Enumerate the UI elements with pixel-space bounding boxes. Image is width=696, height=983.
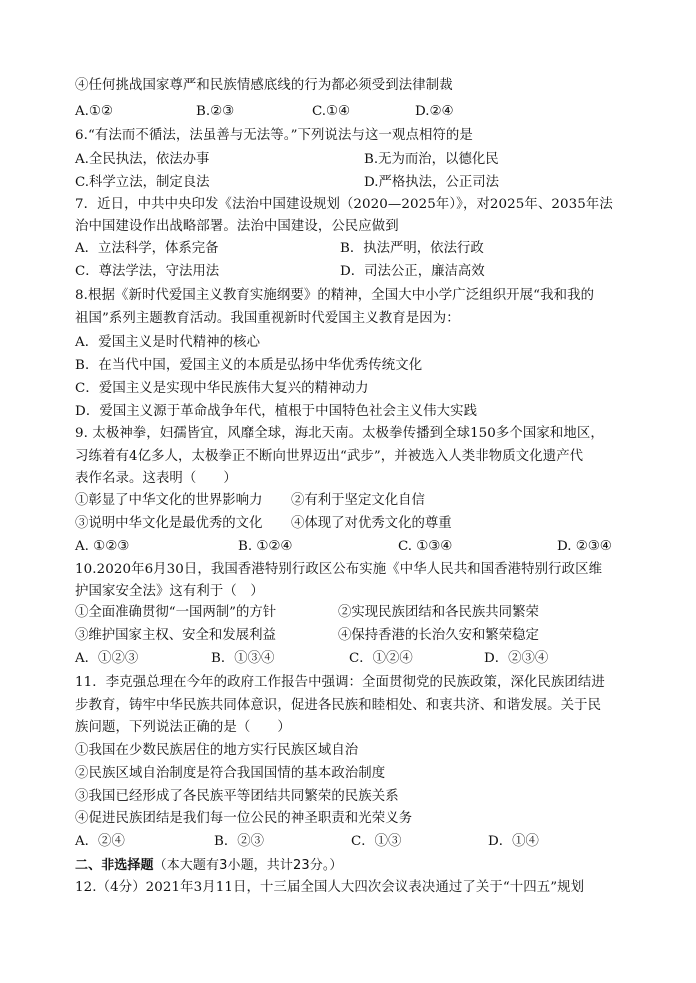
section-2-heading	[75, 857, 343, 875]
q6-option-d: D.严格执法，公正司法	[364, 175, 500, 190]
q7-option-b: B．执法严明，依法行政	[340, 241, 484, 256]
q11-option-b: B．②③	[214, 834, 265, 849]
q5-option-b: B.②③	[196, 104, 235, 119]
q9-item-2: ②有利于坚定文化自信	[291, 493, 425, 508]
q5-option-a: A.①②	[75, 104, 113, 119]
q6-option-c: C.科学立法，制定良法	[75, 175, 210, 190]
q10-option-a: A．①②③	[75, 651, 139, 666]
section-2-note: （本大题有3小题，共计23分。）	[153, 858, 343, 873]
q11-option-c: C．①③	[351, 834, 402, 849]
q7-option-c: C．尊法学法，守法用法	[75, 264, 220, 279]
q6-stem: 6.“有法而不循法，法虽善与无法等。”下列说法与这一观点相符的是	[75, 128, 473, 143]
q8-stem-line2: 祖国”系列主题教育活动。我国重视新时代爱国主义教育是因为：	[75, 311, 460, 326]
q6-option-a: A.全民执法，依法办事	[75, 152, 210, 167]
q7-option-d: D．司法公正，廉洁高效	[340, 264, 485, 279]
q8-option-b: B．在当代中国，爱国主义的本质是弘扬中华优秀传统文化	[75, 358, 423, 373]
q8-option-a: A．爱国主义是时代精神的核心	[75, 335, 261, 350]
q11-option-a: A．②④	[75, 834, 125, 849]
q6-option-b: B.无为而治，以德化民	[364, 152, 499, 167]
q8-stem-line1: 8.根据《新时代爱国主义教育实施纲要》的精神，全国大中小学广泛组织开展“我和我的	[75, 288, 595, 303]
q10-option-c: C．①②④	[349, 651, 413, 666]
q9-item-1: ①彰显了中华文化的世界影响力	[75, 493, 263, 508]
q7-stem-line1: 7．近日，中共中央印发《法治中国建设规划（2020—2025年）》，对2025年、2035年法	[75, 197, 613, 212]
q8-option-c: C．爱国主义是实现中华民族伟大复兴的精神动力	[75, 381, 369, 396]
q11-stem-line1: 11．李克强总理在今年的政府工作报告中强调：全面贯彻党的民族政策，深化民族团结进	[75, 675, 605, 690]
q5-option-c: C.①④	[312, 104, 351, 119]
q11-item-1: ①我国在少数民族居住的地方实行民族区域自治	[75, 743, 359, 758]
q11-stem-line2: 步教育，铸牢中华民族共同体意识，促进各民族和睦相处、和衷共济、和谐发展。关于民	[75, 698, 602, 713]
q9-item-4: ④体现了对优秀文化的尊重	[291, 516, 452, 531]
q11-item-4: ④促进民族团结是我们每一位公民的神圣职责和光荣义务	[75, 811, 413, 826]
q11-option-d: D．①④	[488, 834, 539, 849]
q7-option-a: A．立法科学，体系完备	[75, 241, 219, 256]
q12-stem: 12.（4分）2021年3月11日，十三届全国人大四次会议表决通过了关于“十四五”规划	[75, 880, 585, 895]
q10-item-2: ②实现民族团结和各民族共同繁荣	[338, 605, 539, 620]
q9-stem-line3: 表作名录。这表明（ ）	[75, 471, 237, 486]
q11-stem-line3: 族问题，下列说法正确的是（ ）	[75, 720, 291, 735]
q5-option-d: D.②④	[415, 104, 454, 119]
q8-option-d: D．爱国主义源于革命战争年代，植根于中国特色社会主义伟大实践	[75, 404, 478, 419]
q5-item-4: ④任何挑战国家尊严和民族情感底线的行为都必须受到法律制裁	[75, 78, 453, 93]
q9-stem-line1: 9. 太极神拳，妇孺皆宜，风靡全球，海北天南。太极拳传播到全球150多个国家和地区，	[75, 426, 604, 441]
q10-item-3: ③维护国家主权、安全和发展利益	[75, 628, 276, 643]
q11-item-3: ③我国已经形成了各民族平等团结共同繁荣的民族关系	[75, 789, 399, 804]
section-2-title: 二、非选择题	[75, 858, 154, 873]
q10-option-d: D．②③④	[484, 651, 549, 666]
q10-option-b: B．①③④	[211, 651, 275, 666]
q10-stem-line2: 护国家安全法》这有利于（ ）	[75, 584, 264, 599]
q9-option-d: D. ②③④	[557, 539, 612, 554]
q9-option-a: A. ①②③	[75, 539, 130, 554]
q10-stem-line1: 10.2020年6月30日，我国香港特别行政区公布实施《中华人民共和国香港特别行政区维	[75, 562, 603, 577]
q9-item-3: ③说明中华文化是最优秀的文化	[75, 516, 263, 531]
q9-option-b: B. ①②④	[238, 539, 293, 554]
q10-item-1: ①全面准确贯彻“一国两制”的方针	[75, 605, 277, 620]
q9-stem-line2: 习练着有4亿多人，太极拳正不断向世界迈出“武步”，并被选入人类非物质文化遗产代	[75, 449, 584, 464]
q11-item-2: ②民族区域自治制度是符合我国国情的基本政治制度	[75, 766, 386, 781]
q10-item-4: ④保持香港的长治久安和繁荣稳定	[338, 628, 539, 643]
q9-option-c: C. ①③④	[398, 539, 453, 554]
q7-stem-line2: 治中国建设作出战略部署。法治中国建设，公民应做到	[75, 219, 399, 234]
